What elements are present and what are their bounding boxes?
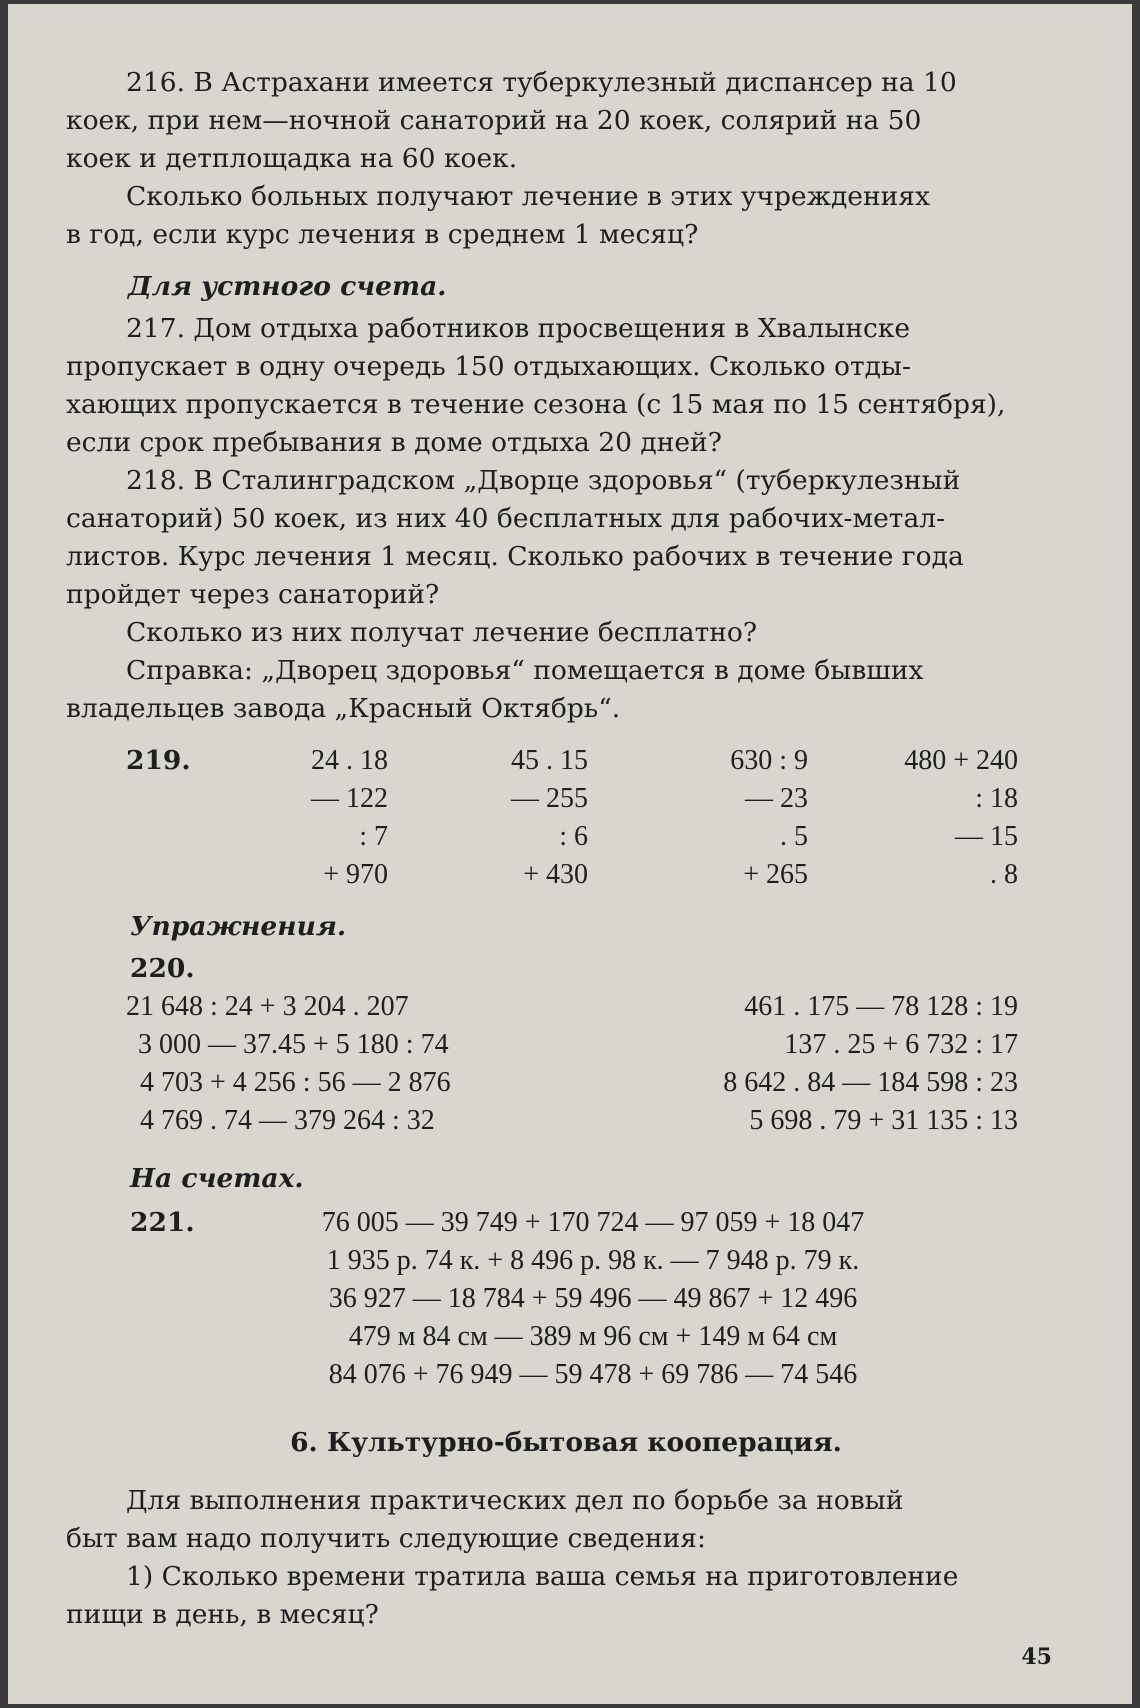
problem-219-col3-row1: 630 : 9 (730, 745, 808, 776)
problem-217-line-1: 217. Дом отдыха работников просвещения в Хвалынске (126, 313, 911, 344)
page-number: 45 (1021, 1644, 1052, 1670)
problem-219-col1-row3: : 7 (359, 821, 388, 852)
problem-219-col2-row1: 45 . 15 (511, 745, 588, 776)
problem-219-col4-row3: — 15 (955, 821, 1018, 852)
heading-on-abacus: На счетах. (130, 1163, 304, 1194)
problem-219-col3-row2: — 23 (745, 783, 808, 814)
section-6-line-4: пищи в день, в месяц? (66, 1599, 379, 1630)
problem-221-row5: 84 076 + 76 949 — 59 478 + 69 786 — 74 546 (328, 1359, 858, 1390)
book-page (8, 4, 1132, 1704)
problem-218-line-3: листов. Курс лечения 1 месяц. Сколько рабочих в течение года (66, 541, 964, 572)
section-6-line-1: Для выполнения практических дел по борьбе за новый (126, 1485, 904, 1516)
problem-219-col4-row1: 480 + 240 (904, 745, 1018, 776)
problem-219-col3-row4: + 265 (743, 859, 808, 890)
problem-219-col2-row3: : 6 (559, 821, 588, 852)
problem-216-line-3: коек и детплощадка на 60 коек. (66, 143, 518, 174)
problem-220-right-row4: 5 698 . 79 + 31 135 : 13 (749, 1105, 1018, 1136)
problem-220-right-row2: 137 . 25 + 6 732 : 17 (784, 1029, 1018, 1060)
problem-220-right-row3: 8 642 . 84 — 184 598 : 23 (723, 1067, 1018, 1098)
problem-218-note-line-2: владельцев завода „Красный Октябрь“. (66, 693, 621, 724)
problem-217-line-2: пропускает в одну очередь 150 отдыхающих. Сколько отды- (66, 351, 911, 382)
problem-218-line-1: 218. В Сталинградском „Дворце здоровья“ (туберкулезный (126, 465, 961, 496)
problem-217-line-3: хающих пропускается в течение сезона (с 15 мая по 15 сентября), (66, 389, 1006, 420)
problem-219-col1-row1: 24 . 18 (311, 745, 388, 776)
problem-219-col1-row2: — 122 (311, 783, 388, 814)
problem-218-note-line-1: Справка: „Дворец здоровья“ помещается в доме бывших (126, 655, 924, 686)
problem-219-col3-row3: . 5 (780, 821, 808, 852)
problem-217-line-4: если срок пребывания в доме отдыха 20 дней? (66, 427, 722, 458)
problem-220-left-row4: 4 769 . 74 — 379 264 : 32 (140, 1105, 435, 1136)
problem-220-right-row1: 461 . 175 — 78 128 : 19 (744, 991, 1018, 1022)
problem-219-col2-row2: — 255 (511, 783, 588, 814)
problem-220-left-row1: 21 648 : 24 + 3 204 . 207 (126, 991, 409, 1022)
problem-221-row3: 36 927 — 18 784 + 59 496 — 49 867 + 12 496 (328, 1283, 858, 1314)
section-6-heading: 6. Культурно-бытовая кооперация. (290, 1427, 842, 1458)
problem-219-col4-row4: . 8 (990, 859, 1018, 890)
problem-221-label: 221. (130, 1207, 195, 1238)
heading-oral-counting: Для устного счета. (128, 271, 447, 302)
problem-218-line-2: санаторий) 50 коек, из них 40 бесплатных для рабочих-метал- (66, 503, 946, 534)
problem-216-line-2: коек, при нем—ночной санаторий на 20 коек, солярий на 50 (66, 105, 922, 136)
problem-220-left-row2: 3 000 — 37.45 + 5 180 : 74 (138, 1029, 449, 1060)
problem-218-line-5: Сколько из них получат лечение бесплатно? (126, 617, 758, 648)
problem-220-label: 220. (130, 953, 195, 984)
problem-219-col1-row4: + 970 (323, 859, 388, 890)
problem-216-line-1: 216. В Астрахани имеется туберкулезный диспансер на 10 (126, 67, 957, 98)
problem-219-col2-row4: + 430 (523, 859, 588, 890)
heading-exercises: Упражнения. (130, 911, 347, 942)
problem-221-row1: 76 005 — 39 749 + 170 724 — 97 059 + 18 047 (321, 1207, 865, 1238)
section-6-line-3: 1) Сколько времени тратила ваша семья на приготовление (126, 1561, 959, 1592)
problem-221-row2: 1 935 р. 74 к. + 8 496 р. 98 к. — 7 948 р. 79 к. (326, 1245, 860, 1276)
problem-220-left-row3: 4 703 + 4 256 : 56 — 2 876 (140, 1067, 451, 1098)
problem-216-line-5: в год, если курс лечения в среднем 1 месяц? (66, 219, 699, 250)
problem-216-line-4: Сколько больных получают лечение в этих учреждениях (126, 181, 930, 212)
problem-219-col4-row2: : 18 (975, 783, 1018, 814)
problem-218-line-4: пройдет через санаторий? (66, 579, 440, 610)
problem-219-label: 219. (126, 745, 191, 776)
problem-221-row4: 479 м 84 см — 389 м 96 см + 149 м 64 см (348, 1321, 838, 1352)
section-6-line-2: быт вам надо получить следующие сведения: (66, 1523, 706, 1554)
